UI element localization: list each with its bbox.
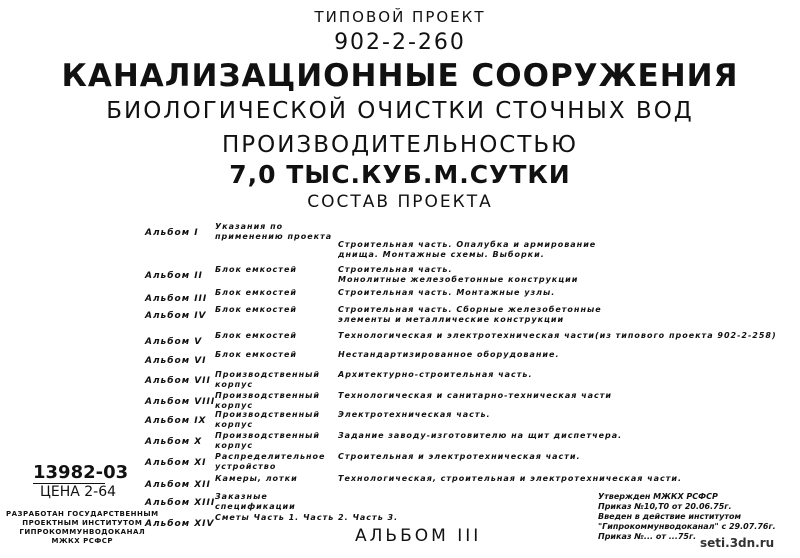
album-section: Заказные спецификации xyxy=(215,492,296,511)
album-section: Производственный корпус xyxy=(215,410,320,429)
album-number: Альбом II xyxy=(145,271,203,281)
album-number: Альбом XIII xyxy=(145,498,216,508)
document-title: КАНАЛИЗАЦИОННЫЕ СООРУЖЕНИЯ xyxy=(61,58,739,94)
album-section: Производственный корпус xyxy=(215,370,320,389)
album-row xyxy=(0,240,800,264)
document-subtitle: БИОЛОГИЧЕСКОЙ ОЧИСТКИ СТОЧНЫХ ВОД xyxy=(106,98,694,124)
developer-organization: РАЗРАБОТАН ГОСУДАРСТВЕННЫМ ПРОЕКТНЫМ ИНСТИТУТОМ ГИПРОКОММУНВОДОКАНАЛ МЖКХ РСФСР xyxy=(6,510,159,545)
album-section: Блок емкостей xyxy=(215,331,297,340)
album-section: Указания по применению проекта xyxy=(215,222,333,241)
price-label: ЦЕНА 2-64 xyxy=(40,484,117,500)
album-number: Альбом VI xyxy=(145,356,207,366)
album-description: Нестандартизированное оборудование. xyxy=(338,350,560,359)
album-number: Альбом I xyxy=(145,228,199,238)
album-label: АЛЬБОМ III xyxy=(355,526,482,546)
album-section: Производственный корпус xyxy=(215,431,320,450)
album-section: Сметы Часть 1. Часть 2. Часть 3. xyxy=(215,513,399,522)
album-number: Альбом III xyxy=(145,294,208,304)
album-description: Строительная часть. Опалубка и армирование днища. Монтажные схемы. Выборки. xyxy=(338,240,597,259)
album-description: Строительная часть. Монтажные узлы. xyxy=(338,288,556,297)
album-number: Альбом VII xyxy=(145,376,211,386)
project-type-label: ТИПОВОЙ ПРОЕКТ xyxy=(314,8,486,26)
approval-stamp: Утвержден МЖКХ РСФСР Приказ №10,Т0 от 20.06.75г. Введен в действие институтом "Гипрокоммунводоканал" с 29.07.76г. Приказ №... от ...75г. xyxy=(598,492,776,541)
album-description: Строительная и электротехническая части. xyxy=(338,452,581,461)
album-row xyxy=(0,305,800,329)
album-number: Альбом XIV xyxy=(145,519,215,529)
album-description: Строительная часть. Сборные железобетонные элементы и металлические конструкции xyxy=(338,305,602,324)
album-description: Электротехническая часть. xyxy=(338,410,491,419)
album-number: Альбом XI xyxy=(145,458,207,468)
album-section: Блок емкостей xyxy=(215,288,297,297)
album-description: Строительная часть. Монолитные железобетонные конструкции xyxy=(338,265,579,284)
album-description: Архитектурно-строительная часть. xyxy=(338,370,533,379)
capacity-value: 7,0 ТЫС.КУБ.М.СУТКИ xyxy=(229,160,571,189)
album-number: Альбом VIII xyxy=(145,397,216,407)
album-row xyxy=(0,265,800,289)
album-section: Блок емкостей xyxy=(215,305,297,314)
album-section: Производственный корпус xyxy=(215,391,320,410)
album-description: Технологическая и электротехническая части(из типового проекта 902-2-258) xyxy=(338,331,777,340)
album-description: Технологическая, строительная и электротехническая части. xyxy=(338,474,683,483)
capacity-label: ПРОИЗВОДИТЕЛЬНОСТЬЮ xyxy=(221,132,579,158)
album-description: Технологическая и санитарно-техническая части xyxy=(338,391,613,400)
album-description: Задание заводу-изготовителю на щит диспетчера. xyxy=(338,431,623,440)
album-number: Альбом X xyxy=(145,437,203,447)
project-number: 902-2-260 xyxy=(334,30,466,55)
album-section: Камеры, лотки xyxy=(215,474,298,483)
document-code: 13982-03 xyxy=(33,462,129,483)
album-number: Альбом IV xyxy=(145,311,207,321)
contents-heading: СОСТАВ ПРОЕКТА xyxy=(307,192,493,212)
album-section: Блок емкостей xyxy=(215,265,297,274)
watermark: seti.3dn.ru xyxy=(700,536,775,550)
album-number: Альбом IX xyxy=(145,416,207,426)
album-section: Блок емкостей xyxy=(215,350,297,359)
album-number: Альбом V xyxy=(145,337,203,347)
album-number: Альбом XII xyxy=(145,480,211,490)
album-section: Распределительное устройство xyxy=(215,452,326,471)
